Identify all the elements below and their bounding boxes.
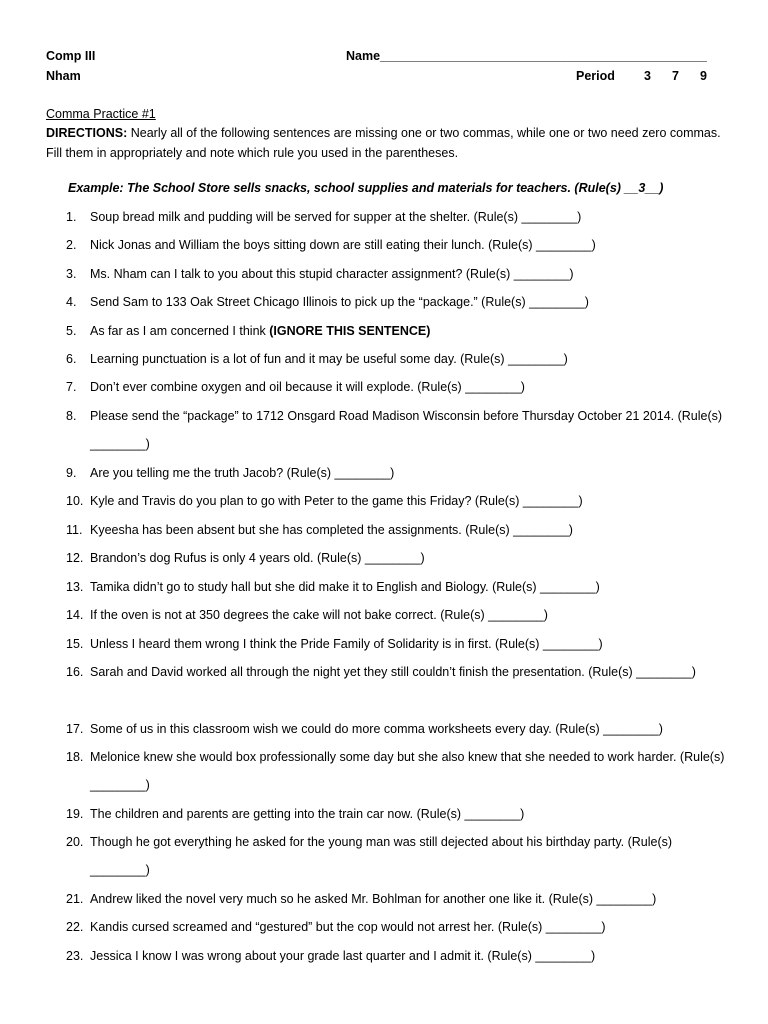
question-number: 19. (66, 807, 84, 821)
question-text-block (90, 715, 730, 743)
directions-label: DIRECTIONS: (46, 126, 128, 140)
question-text: Melonice knew she would box professionally some day but she also knew that she needed to work harder. (Rule(s) ________) (90, 750, 725, 792)
name-field-label: Name_______________________________________________ (346, 49, 707, 63)
question-number: 3. (66, 267, 77, 281)
question-text-block (90, 630, 730, 658)
question-number: 14. (66, 608, 84, 622)
question-text: Andrew liked the novel very much so he asked Mr. Bohlman for another one like it. (Rule(s) ________) (90, 892, 657, 906)
question-text: Learning punctuation is a lot of fun and it may be useful some day. (Rule(s) ________) (90, 352, 568, 366)
period-option-3: 9 (700, 69, 707, 83)
period-label: Period (576, 69, 615, 83)
question-number: 15. (66, 637, 84, 651)
question-number: 6. (66, 352, 77, 366)
question-text: Don’t ever combine oxygen and oil because it will explode. (Rule(s) ________) (90, 380, 525, 394)
question-number: 7. (66, 380, 77, 394)
course-name: Comp III (46, 49, 96, 63)
directions-text: Nearly all of the following sentences are missing one or two commas, while one or two need zero commas. Fill them in appropriately and note which rule you used in the parentheses. (46, 126, 721, 160)
question-number: 16. (66, 665, 84, 679)
question-number: 22. (66, 920, 84, 934)
question-number: 11. (66, 523, 83, 537)
question-text: Soup bread milk and pudding will be served for supper at the shelter. (Rule(s) ________) (90, 210, 582, 224)
question-text: Nick Jonas and William the boys sitting down are still eating their lunch. (Rule(s) ________) (90, 238, 596, 252)
question-text-block (90, 743, 730, 799)
question-text-block (90, 459, 730, 487)
question-text-block (90, 828, 730, 884)
question-number: 17. (66, 722, 84, 736)
question-text-block (90, 231, 730, 259)
period-option-2: 7 (672, 69, 679, 83)
question-number: 18. (66, 750, 84, 764)
question-number: 20. (66, 835, 84, 849)
question-text-block (90, 317, 730, 345)
question-text-block (90, 345, 730, 373)
question-text: The children and parents are getting into the train car now. (Rule(s) ________) (90, 807, 525, 821)
question-text: Brandon’s dog Rufus is only 4 years old. (Rule(s) ________) (90, 551, 425, 565)
question-text-block (90, 373, 730, 401)
question-number: 23. (66, 949, 84, 963)
question-text-block (90, 402, 730, 458)
question-number: 13. (66, 580, 84, 594)
question-text-block (90, 601, 730, 629)
question-note: (IGNORE THIS SENTENCE) (269, 324, 431, 338)
question-number: 4. (66, 295, 77, 309)
question-number: 9. (66, 466, 77, 480)
question-number: 21. (66, 892, 84, 906)
question-text-block (90, 913, 730, 941)
question-text: Kandis cursed screamed and “gestured” but the cop would not arrest her. (Rule(s) ________) (90, 920, 606, 934)
question-text: Ms. Nham can I talk to you about this stupid character assignment? (Rule(s) ________) (90, 267, 574, 281)
question-text-block (90, 288, 730, 316)
section-title: Comma Practice #1 (46, 107, 156, 121)
question-text-block (90, 544, 730, 572)
question-text-block (90, 942, 730, 970)
question-text-block (90, 885, 730, 913)
question-text-block (90, 658, 730, 686)
question-text: Though he got everything he asked for the young man was still dejected about his birthday party. (Rule(s) ________) (90, 835, 673, 877)
question-text-block (90, 800, 730, 828)
question-text: Jessica I know I was wrong about your grade last quarter and I admit it. (Rule(s) ________) (90, 949, 596, 963)
question-text: Kyeesha has been absent but she has completed the assignments. (Rule(s) ________) (90, 523, 573, 537)
question-text: Some of us in this classroom wish we could do more comma worksheets every day. (Rule(s) ________) (90, 722, 663, 736)
teacher-name: Nham (46, 69, 81, 83)
question-number: 2. (66, 238, 77, 252)
question-number: 5. (66, 324, 77, 338)
question-text: Please send the “package” to 1712 Onsgard Road Madison Wisconsin before Thursday October 21 2014. (Rule(s) ________) (90, 409, 723, 451)
question-text: Are you telling me the truth Jacob? (Rule(s) ________) (90, 466, 395, 480)
question-text-block (90, 260, 730, 288)
question-text: If the oven is not at 350 degrees the cake will not bake correct. (Rule(s) ________) (90, 608, 548, 622)
question-number: 10. (66, 494, 84, 508)
question-text: Unless I heard them wrong I think the Pride Family of Solidarity is in first. (Rule(s) ________) (90, 637, 603, 651)
question-number: 12. (66, 551, 84, 565)
directions (46, 123, 736, 163)
question-text-block (90, 203, 730, 231)
period-option-1: 3 (644, 69, 651, 83)
question-text: As far as I am concerned I think (90, 324, 270, 338)
question-number: 8. (66, 409, 77, 423)
question-text-block (90, 516, 730, 544)
question-text: Send Sam to 133 Oak Street Chicago Illinois to pick up the “package.” (Rule(s) ________) (90, 295, 589, 309)
example-sentence: Example: The School Store sells snacks, school supplies and materials for teachers. (Rule(s) __3__) (68, 181, 664, 195)
question-text-block (90, 573, 730, 601)
question-text: Tamika didn’t go to study hall but she did make it to English and Biology. (Rule(s) ________) (90, 580, 600, 594)
question-text: Kyle and Travis do you plan to go with Peter to the game this Friday? (Rule(s) ________) (90, 494, 583, 508)
question-text-block (90, 487, 730, 515)
question-number: 1. (66, 210, 77, 224)
question-text: Sarah and David worked all through the night yet they still couldn’t finish the presentation. (Rule(s) ________) (90, 665, 696, 679)
